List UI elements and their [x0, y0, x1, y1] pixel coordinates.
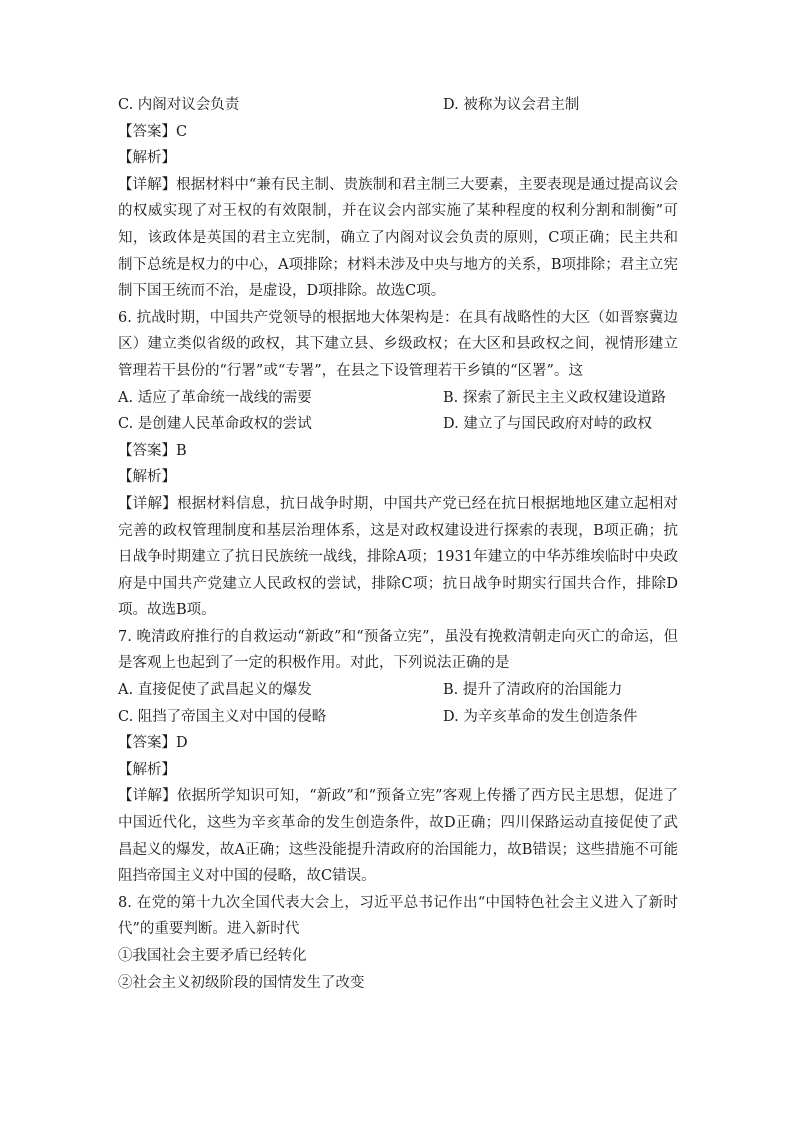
q6-option-d: D. 建立了与国民政府对峙的政权 [443, 416, 652, 433]
q5-option-c: C. 内阁对议会负责 [118, 97, 240, 113]
q6-detail: 【详解】根据材料信息，抗日战争时期，中国共产党已经在抗日根据地地区建立起相对完善的政权管理制度和基层治理体系，这是对政权建设进行探索的表现，B项正确；抗日战争时期建立了抗日民族统一战线，排除A项；1931年建立的中华苏维埃临时中央政府是中国共产党建立人民政权的尝试，排除C项；抗日战争时期实行国共合作，排除D项。故选B项。 [118, 495, 678, 619]
q7-answer: 【答案】D [118, 735, 188, 752]
q6-analysis-label: 【解析】 [118, 469, 176, 486]
q8-stem: 8. 在党的第十九次全国代表大会上，习近平总书记作出“中国特色社会主义进入了新时代”的重要判断。进入新时代 [118, 894, 678, 938]
q6-stem: 6. 抗战时期，中国共产党领导的根据地大体架构是：在具有战略性的大区（如晋察冀边区）建立类似省级的政权，其下建立县、乡级政权；在大区和县政权之间，视情形建立管理若干县份的“行署”或“专署”，在县之下设管理若干乡镇的“区署”。这 [118, 309, 678, 379]
q6-option-a: A. 适应了革命统一战线的需要 [118, 389, 312, 406]
q5-analysis-label: 【解析】 [118, 150, 176, 167]
q5-answer: 【答案】C [118, 123, 188, 140]
q7-option-a: A. 直接促使了武昌起义的爆发 [118, 682, 312, 699]
q7-option-c: C. 阻挡了帝国主义对中国的侵略 [118, 708, 327, 725]
q7-option-b: B. 提升了清政府的治国能力 [443, 682, 623, 699]
q5-options-row [118, 92, 678, 119]
q6-option-b: B. 探索了新民主主义政权建设道路 [443, 389, 666, 406]
q8-item-1: ①我国社会主要矛盾已经转化 [118, 948, 307, 964]
q6-options-row-1 [118, 385, 678, 412]
q5-detail: 【详解】根据材料中“兼有民主制、贵族制和君主制三大要素，主要表现是通过提高议会的权威实现了对王权的有效限制，并在议会内部实施了某种程度的权利分割和制衡”可知，该政体是英国的君主立宪制，确立了内阁对议会负责的原则，C项正确；民主共和制下总统是权力的中心，A项排除；材料未涉及中央与地方的关系，B项排除；君主立宪制下国王统而不治，是虚设，D项排除。故选C项。 [118, 176, 678, 300]
q5-option-d: D. 被称为议会君主制 [443, 97, 580, 113]
q8-item-2: ②社会主义初级阶段的国情发生了改变 [118, 974, 365, 991]
page-content [118, 92, 678, 996]
q6-options-row-2 [118, 411, 678, 438]
q7-analysis-label: 【解析】 [118, 761, 176, 778]
q7-option-d: D. 为辛亥革命的发生创造条件 [443, 708, 638, 725]
q7-options-row-1 [118, 677, 678, 704]
q7-stem: 7. 晚清政府推行的自救运动“新政”和“预备立宪”，虽没有挽救清朝走向灭亡的命运，但是客观上也起到了一定的积极作用。对此，下列说法正确的是 [118, 628, 678, 672]
q6-answer: 【答案】B [118, 442, 187, 459]
q7-options-row-2 [118, 704, 678, 731]
q7-detail: 【详解】依据所学知识可知，“新政”和“预备立宪”客观上传播了西方民主思想，促进了中国近代化，这些为辛亥革命的发生创造条件，故D正确；四川保路运动直接促使了武昌起义的爆发，故A正确；这些没能提升清政府的治国能力，故B错误；这些措施不可能阻挡帝国主义对中国的侵略，故C错误。 [118, 788, 678, 885]
q6-option-c: C. 是创建人民革命政权的尝试 [118, 416, 312, 433]
